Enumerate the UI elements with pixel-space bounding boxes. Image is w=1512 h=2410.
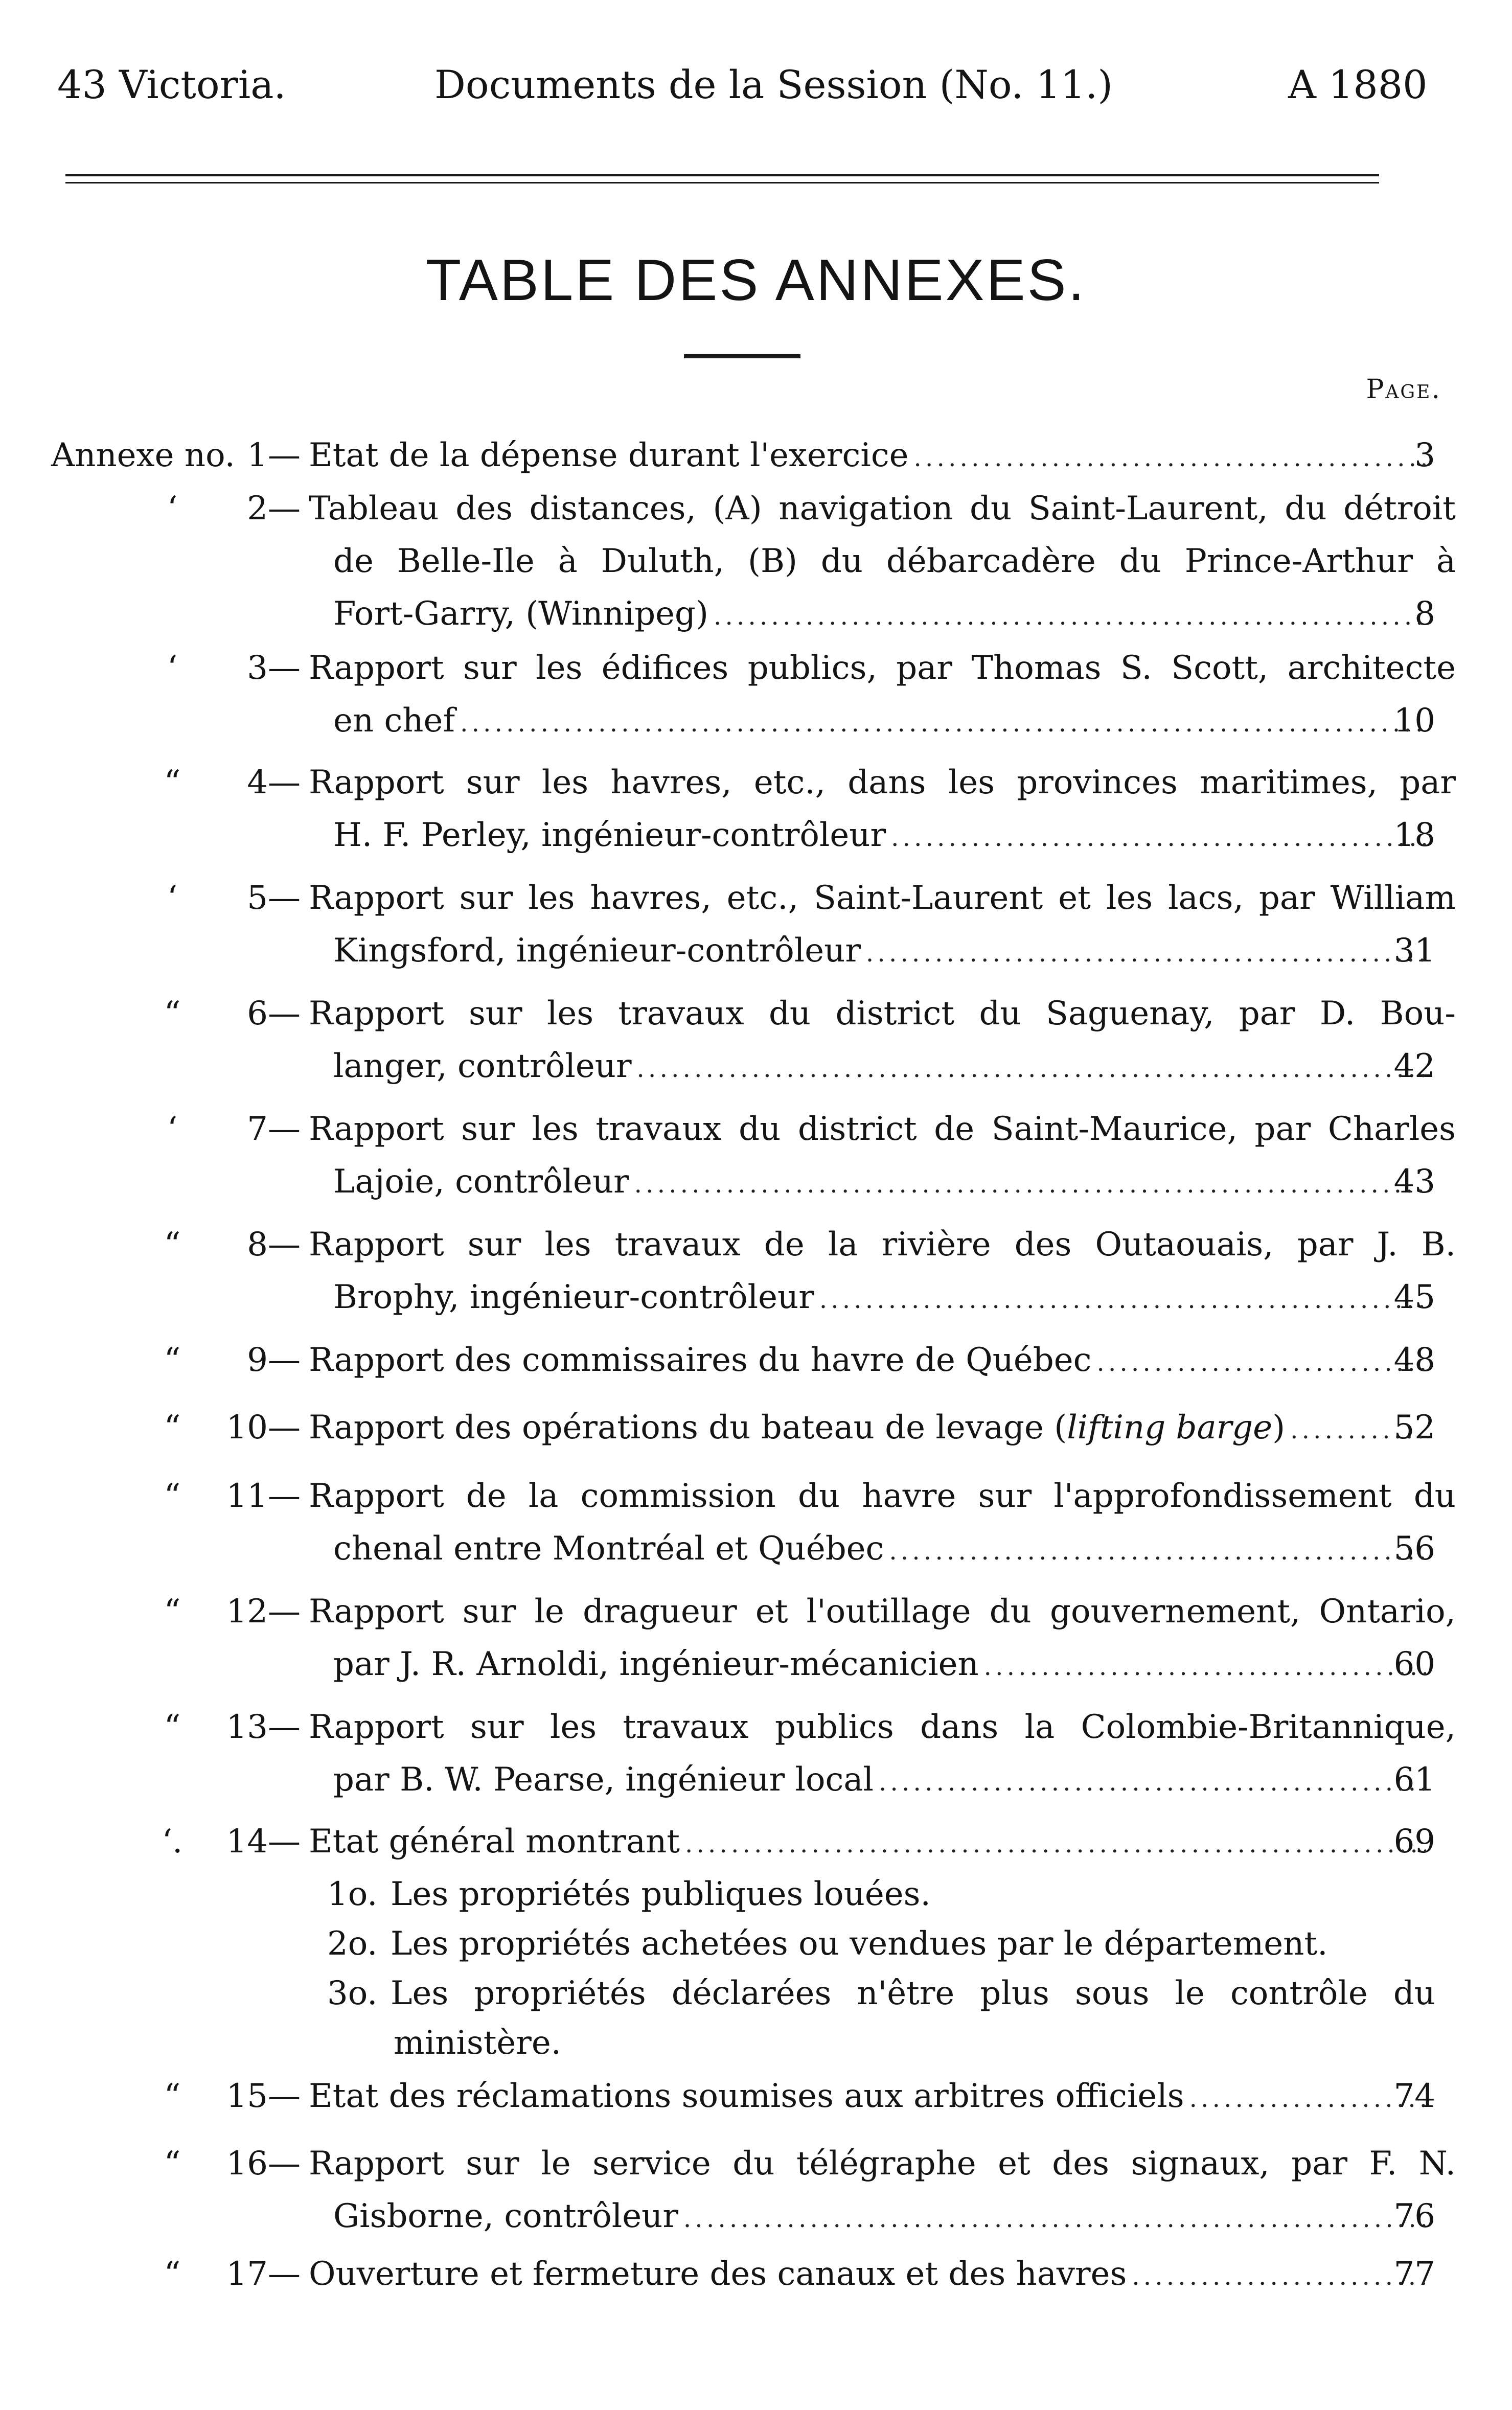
leader-dots bbox=[1290, 1402, 1426, 1457]
annex-number: 9 bbox=[247, 1341, 268, 1379]
dash: — bbox=[268, 437, 301, 474]
page-column-label: Page. bbox=[1366, 374, 1441, 405]
annex-number: 12 bbox=[226, 1593, 268, 1631]
dash: — bbox=[268, 2077, 301, 2115]
header-year: A 1880 bbox=[1288, 62, 1428, 107]
entry-line bbox=[309, 872, 1456, 925]
entry-text: Fort-Garry, (Winnipeg) bbox=[333, 595, 708, 633]
header-rule bbox=[65, 174, 1379, 176]
entry-line bbox=[333, 809, 1435, 862]
page-number: 18 bbox=[1393, 816, 1435, 854]
entry-line bbox=[333, 1156, 1435, 1208]
sub-item-text: Les propriétés publiques louées. bbox=[391, 1875, 931, 1913]
entry-line bbox=[333, 1754, 1435, 1806]
dash: — bbox=[268, 2255, 301, 2293]
dash: — bbox=[268, 879, 301, 917]
entry-text: Ouverture et fermeture des canaux et des havres bbox=[309, 2255, 1127, 2293]
entry-text: de Belle-Ile à Duluth, (B) du débarcadère du Prince-Arthur à bbox=[333, 542, 1456, 580]
annex-number: 4 bbox=[247, 764, 268, 801]
page-number: 45 bbox=[1393, 1278, 1435, 1316]
sub-item-text: ministère. bbox=[394, 2024, 562, 2062]
entry-line bbox=[309, 1470, 1456, 1523]
leader-dots bbox=[637, 1040, 1426, 1095]
entry-line bbox=[309, 1402, 1435, 1454]
leader-dots bbox=[914, 429, 1426, 485]
dash: — bbox=[268, 1409, 301, 1447]
entry-line bbox=[333, 535, 1456, 588]
sub-item bbox=[394, 2017, 561, 2070]
entry-line bbox=[309, 1219, 1456, 1271]
entry-line bbox=[333, 695, 1435, 747]
page-number: 76 bbox=[1393, 2197, 1435, 2235]
entry-text: Tableau des distances, (A) navigation du Saint-Laurent, du détroit bbox=[309, 490, 1456, 527]
ditto-mark: “ bbox=[164, 1708, 181, 1746]
ditto-mark: “ bbox=[164, 1593, 181, 1631]
leader-dots bbox=[891, 809, 1426, 864]
entry-text: Rapport des commissaires du havre de Québec bbox=[309, 1341, 1092, 1379]
entry-text: Rapport sur les havres, etc., Saint-Laurent et les lacs, par William bbox=[309, 879, 1456, 917]
leader-dots bbox=[460, 695, 1426, 750]
entry-text: Rapport sur les travaux du district de Saint-Maurice, par Charles bbox=[309, 1110, 1456, 1148]
annex-number: 11 bbox=[226, 1477, 268, 1515]
leader-dots bbox=[683, 2190, 1426, 2245]
annex-number: 6 bbox=[247, 995, 268, 1032]
entry-text: chenal entre Montréal et Québec bbox=[333, 1530, 884, 1568]
entry-line bbox=[309, 429, 1435, 482]
annex-label: Annexe no. bbox=[51, 437, 235, 474]
page-number: 60 bbox=[1393, 1645, 1435, 1683]
entry-line bbox=[309, 1103, 1456, 1156]
dash: — bbox=[268, 995, 301, 1032]
entry-line bbox=[333, 1271, 1435, 1324]
sub-item-text: Les propriétés achetées ou vendues par le département. bbox=[391, 1925, 1328, 1963]
entry-text: Rapport des opérations du bateau de levage ( bbox=[309, 1409, 1067, 1447]
annex-number: 5 bbox=[247, 879, 268, 917]
entry-line bbox=[309, 2070, 1435, 2123]
ditto-mark: “ bbox=[164, 1477, 181, 1515]
leader-dots bbox=[714, 588, 1426, 643]
entry-text: Etat de la dépense durant l'exercice bbox=[309, 437, 909, 474]
annex-number: 2 bbox=[247, 490, 268, 527]
ditto-mark: “ bbox=[164, 1226, 181, 1264]
leader-dots bbox=[685, 1816, 1426, 1871]
entry-line bbox=[333, 2190, 1435, 2243]
leader-dots bbox=[879, 1754, 1426, 1809]
leader-dots bbox=[1189, 2070, 1426, 2125]
entry-text: langer, contrôleur bbox=[333, 1047, 632, 1085]
dash: — bbox=[268, 490, 301, 527]
entry-line bbox=[309, 1816, 1435, 1868]
annex-number: 3 bbox=[247, 649, 268, 687]
annex-number: 17 bbox=[226, 2255, 268, 2293]
annex-number: 14 bbox=[226, 1823, 268, 1861]
entry-text: H. F. Perley, ingénieur-contrôleur bbox=[333, 816, 886, 854]
entry-text: Rapport sur le dragueur et l'outillage du gouvernement, Ontario, bbox=[309, 1593, 1456, 1631]
entry-text: Rapport sur les travaux du district du Saguenay, par D. Bou- bbox=[309, 995, 1456, 1032]
ditto-mark: “ bbox=[164, 1341, 181, 1379]
page-number: 10 bbox=[1393, 702, 1435, 740]
entry-text: Gisborne, contrôleur bbox=[333, 2197, 678, 2235]
dash: — bbox=[268, 1341, 301, 1379]
page-number: 52 bbox=[1393, 1409, 1435, 1447]
dash: — bbox=[268, 1226, 301, 1264]
page-number: 3 bbox=[1414, 437, 1435, 474]
entry-line bbox=[309, 2248, 1435, 2301]
entry-line bbox=[333, 1523, 1435, 1575]
page-number: 56 bbox=[1393, 1530, 1435, 1568]
dash: — bbox=[268, 1477, 301, 1515]
leader-dots bbox=[819, 1271, 1426, 1326]
ditto-mark: “ bbox=[164, 2255, 181, 2293]
entry-line bbox=[309, 1334, 1435, 1387]
entry-line bbox=[309, 642, 1456, 695]
leader-dots bbox=[1132, 2248, 1426, 2303]
entry-text: Rapport sur les édifices publics, par Thomas S. Scott, architecte bbox=[309, 649, 1456, 687]
sub-item-number: 1o. bbox=[327, 1875, 378, 1913]
sub-item bbox=[327, 1868, 931, 1921]
leader-dots bbox=[866, 925, 1426, 980]
page-number: 77 bbox=[1393, 2255, 1435, 2293]
page-number: 43 bbox=[1393, 1163, 1435, 1201]
page-number: 48 bbox=[1393, 1341, 1435, 1379]
ditto-mark: “ bbox=[164, 1409, 181, 1447]
leader-dots bbox=[1096, 1334, 1426, 1389]
entry-line bbox=[333, 1040, 1435, 1093]
dash: — bbox=[268, 1110, 301, 1148]
annex-number: 1 bbox=[247, 437, 268, 474]
entry-text: Rapport de la commission du havre sur l'approfondissement du bbox=[309, 1477, 1456, 1515]
sub-item-number: 3o. bbox=[327, 1975, 378, 2012]
italic-term: lifting barge bbox=[1067, 1409, 1273, 1447]
dash: — bbox=[268, 1593, 301, 1631]
dash: — bbox=[268, 764, 301, 801]
entry-line bbox=[333, 1638, 1435, 1691]
leader-dots bbox=[889, 1523, 1426, 1578]
page-number: 31 bbox=[1393, 932, 1435, 970]
ditto-mark: “ bbox=[164, 2145, 181, 2183]
entry-text: Kingsford, ingénieur-contrôleur bbox=[333, 932, 861, 970]
entry-line bbox=[309, 1586, 1456, 1638]
page-number: 42 bbox=[1393, 1047, 1435, 1085]
page-title: TABLE DES ANNEXES. bbox=[425, 248, 1087, 313]
entry-text: Etat général montrant bbox=[309, 1823, 680, 1861]
leader-dots bbox=[634, 1156, 1426, 1211]
ditto-mark: “ bbox=[164, 764, 181, 801]
annex-number: 10 bbox=[226, 1409, 268, 1447]
entry-text: Rapport sur les havres, etc., dans les provinces maritimes, par bbox=[309, 764, 1456, 801]
header-session: Documents de la Session (No. 11.) bbox=[434, 62, 1113, 107]
ditto-mark: ‘. bbox=[162, 1823, 183, 1861]
sub-item-text: Les propriétés déclarées n'être plus sous le contrôle du bbox=[391, 1975, 1435, 2012]
title-rule bbox=[684, 354, 800, 358]
ditto-mark: ‘ bbox=[167, 1110, 178, 1148]
ditto-mark: ‘ bbox=[167, 649, 178, 687]
annex-number: 16 bbox=[226, 2145, 268, 2183]
annex-number: 7 bbox=[247, 1110, 268, 1148]
entry-text-closing: ) bbox=[1272, 1409, 1286, 1447]
entry-line bbox=[309, 756, 1456, 809]
annex-number: 13 bbox=[226, 1708, 268, 1746]
entry-text: par B. W. Pearse, ingénieur local bbox=[333, 1761, 874, 1799]
entry-line bbox=[309, 1701, 1456, 1754]
entry-text: Brophy, ingénieur-contrôleur bbox=[333, 1278, 814, 1316]
ditto-mark: “ bbox=[164, 2077, 181, 2115]
header-volume: 43 Victoria. bbox=[57, 62, 286, 107]
leader-dots bbox=[984, 1638, 1426, 1693]
entry-text: Etat des réclamations soumises aux arbitres officiels bbox=[309, 2077, 1184, 2115]
annex-number: 15 bbox=[226, 2077, 268, 2115]
entry-line bbox=[309, 483, 1456, 535]
sub-item-number: 2o. bbox=[327, 1925, 378, 1963]
dash: — bbox=[268, 2145, 301, 2183]
annex-number: 8 bbox=[247, 1226, 268, 1264]
page-number: 61 bbox=[1393, 1761, 1435, 1799]
entry-line bbox=[333, 588, 1435, 640]
entry-text: en chef bbox=[333, 702, 455, 740]
page-number: 74 bbox=[1393, 2077, 1435, 2115]
entry-line bbox=[333, 925, 1435, 977]
dash: — bbox=[268, 649, 301, 687]
ditto-mark: “ bbox=[164, 995, 181, 1032]
entry-text: Rapport sur les travaux publics dans la Colombie-Britannique, bbox=[309, 1708, 1456, 1746]
sub-item bbox=[327, 1918, 1327, 1970]
entry-line bbox=[309, 2138, 1456, 2190]
page-number: 69 bbox=[1393, 1823, 1435, 1861]
dash: — bbox=[268, 1823, 301, 1861]
entry-line bbox=[309, 988, 1456, 1040]
dash: — bbox=[268, 1708, 301, 1746]
ditto-mark: ‘ bbox=[167, 879, 178, 917]
header-rule-thin bbox=[65, 182, 1379, 183]
sub-item bbox=[327, 1967, 1435, 2020]
ditto-mark: ‘ bbox=[167, 490, 178, 527]
entry-text: Rapport sur les travaux de la rivière des Outaouais, par J. B. bbox=[309, 1226, 1456, 1264]
entry-text: Rapport sur le service du télégraphe et des signaux, par F. N. bbox=[309, 2145, 1456, 2183]
page-number: 8 bbox=[1414, 595, 1435, 633]
entry-text: par J. R. Arnoldi, ingénieur-mécanicien bbox=[333, 1645, 979, 1683]
entry-text: Lajoie, contrôleur bbox=[333, 1163, 629, 1201]
